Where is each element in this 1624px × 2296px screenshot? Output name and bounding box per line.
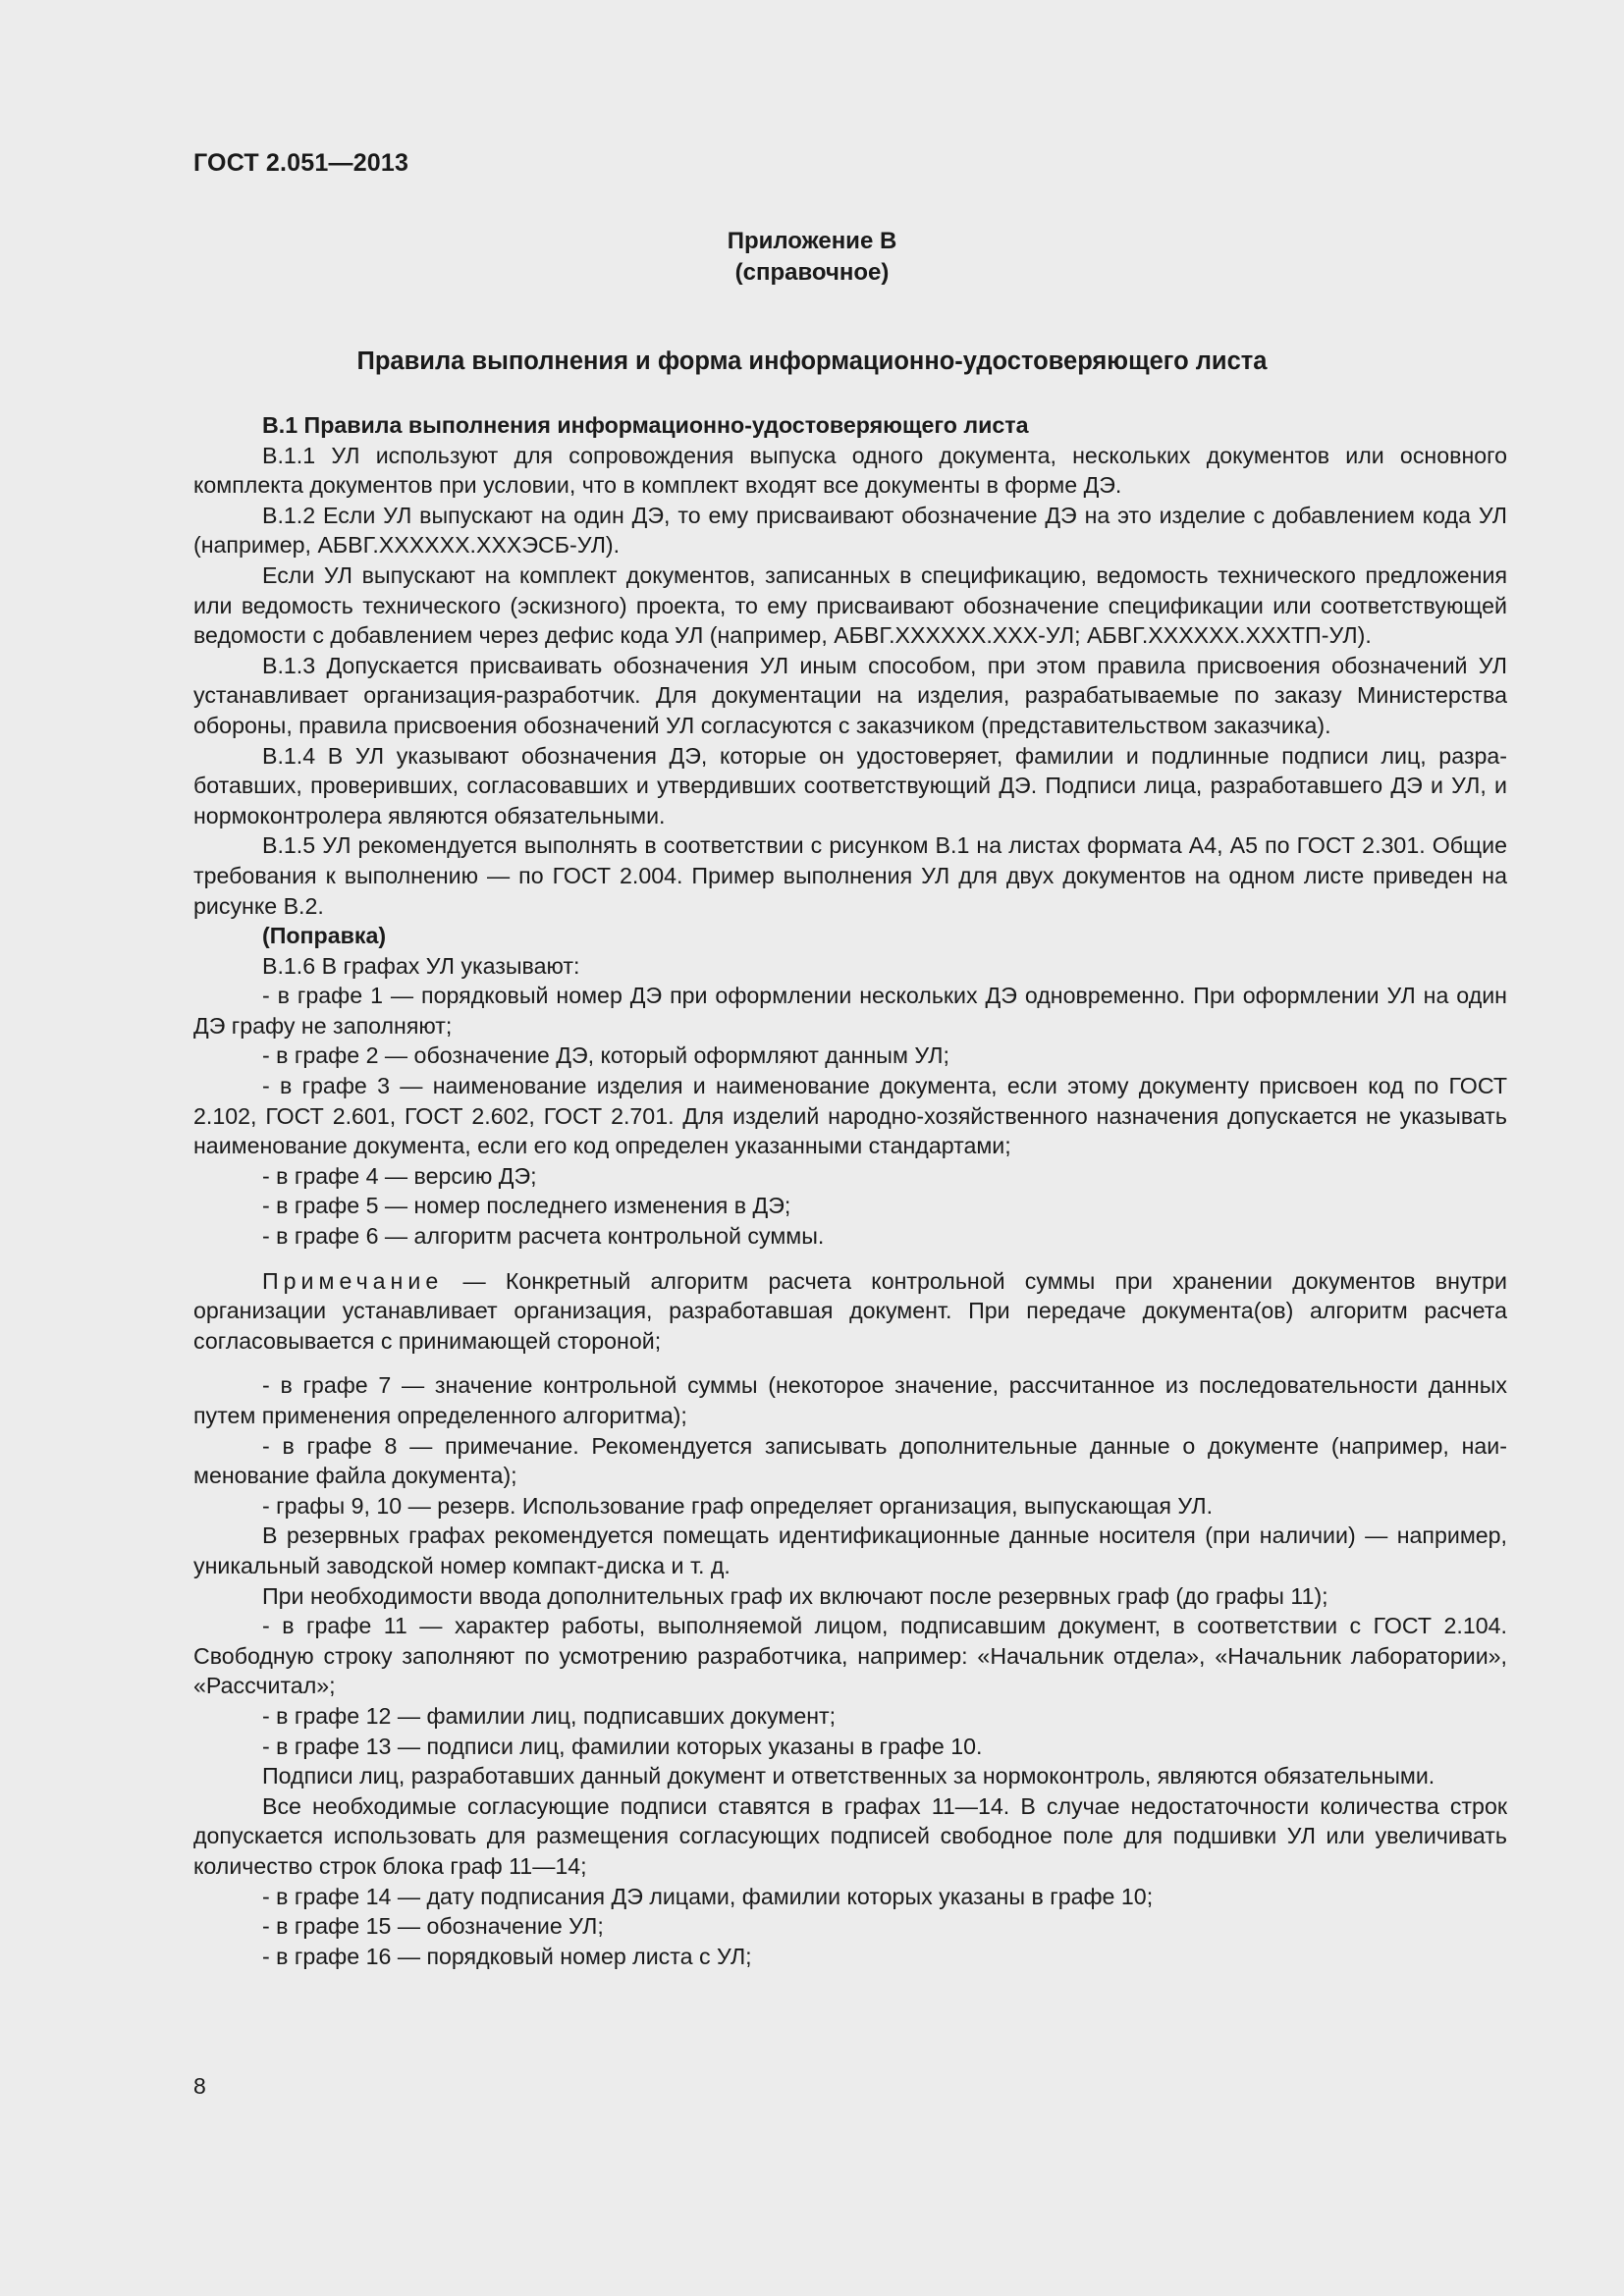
paragraph: В.1.6 В графах УЛ указывают: (262, 952, 580, 979)
document-body (193, 410, 1507, 1971)
list-item: - в графе 8 — примечание. Рекомендуется записывать дополнительные данные о документе (например, наименование файла документа); (193, 1432, 1507, 1489)
appendix-title: Правила выполнения и форма информационно-удостоверяющего листа (356, 347, 1268, 375)
list-item: - в графе 16 — порядковый номер листа с УЛ; (262, 1943, 752, 1969)
page-number: 8 (193, 2073, 206, 2099)
list-item: - в графе 1 — порядковый номер ДЭ при оформлении нескольких ДЭ одновременно. При оформлении УЛ на один ДЭ графу не заполняют; (193, 983, 1507, 1039)
list-item: - в графе 13 — подписи лиц, фамилии которых указаны в графе 10. (262, 1733, 983, 1759)
standard-header: ГОСТ 2.051—2013 (193, 149, 409, 177)
list-item: - в графе 11 — характер работы, выполняемой лицом, подписавшим документ, в соответствии с ГОСТ 2.104. Свободную строку заполняют по усмотрению разработчика, например: «Начальник отдела», «Начальник лаборатории», «Рассчитал»; (193, 1613, 1507, 1699)
list-item: - в графе 4 — версию ДЭ; (262, 1162, 537, 1189)
paragraph: В.1.1 УЛ используют для сопровождения выпуска одного документа, нескольких документов или основного комплекта документов при условии, что в комплект входят все документы в форме ДЭ. (193, 442, 1507, 499)
list-item: - в графе 7 — значение контрольной суммы (некоторое значение, рассчитанное из последовательности данных путем применения определенного алгоритма); (193, 1372, 1507, 1428)
list-item: - в графе 15 — обозначение УЛ; (262, 1913, 604, 1940)
list-item: - в графе 3 — наименование изделия и наименование документа, если этому документу присвоен код по ГОСТ 2.102, ГОСТ 2.601, ГОСТ 2.602, ГОСТ 2.701. Для изделий народно-хозяйственного назначения допускается не указывать наименование документа, если его код определен указанными стандартами; (193, 1073, 1507, 1159)
appendix-heading (0, 226, 1624, 289)
paragraph: Подписи лиц, разработавших данный документ и ответственных за нормоконтроль, являются обязательными. (262, 1763, 1435, 1789)
list-item: - в графе 12 — фамилии лиц, подписавших документ; (262, 1702, 837, 1729)
paragraph: Все необходимые согласующие подписи ставятся в графах 11—14. В случае недостаточности количества строк допускается использовать для размещения согласующих подписей свободное поле для подшивки УЛ или увеличивать количество строк блока граф 11—14; (193, 1792, 1507, 1879)
paragraph: В.1.4 В УЛ указывают обозначения ДЭ, которые он удостоверяет, фамилии и подлинные подписи лиц, разработавших, проверивших, согласовавших и утвердивших соответствующий ДЭ. Подписи лица, разработавшего ДЭ и УЛ, и нормоконтролера являются обязательными. (193, 742, 1507, 828)
list-item: - графы 9, 10 — резерв. Использование граф определяет организация, выпускающая УЛ. (262, 1492, 1214, 1519)
appendix-label: Приложение В (727, 228, 897, 254)
list-item: - в графе 5 — номер последнего изменения в ДЭ; (262, 1193, 791, 1219)
paragraph: При необходимости ввода дополнительных граф их включают после резервных граф (до графы 11); (262, 1582, 1328, 1609)
paragraph: В.1.2 Если УЛ выпускают на один ДЭ, то ему присваивают обозначение ДЭ на это изделие с добавлением кода УЛ (например, АБВГ.XXXXXX.XXXЭСБ-УЛ). (193, 502, 1507, 559)
amendment-mark: (Поправка) (262, 923, 387, 949)
note-label: Примечание (262, 1267, 444, 1294)
section-heading: В.1 Правила выполнения информационно-удостоверяющего листа (262, 412, 1029, 438)
note (193, 1266, 1507, 1357)
note-text: — Конкретный алгоритм расчета контрольной суммы при хранении документов внутри организации устанавливает организация, разработавшая документ. При передаче документа(ов) алгоритм расчета согласовывается с принимающей стороной; (193, 1267, 1507, 1354)
list-item: - в графе 2 — обозначение ДЭ, который оформляют данным УЛ; (262, 1042, 949, 1069)
paragraph: В.1.5 УЛ рекомендуется выполнять в соответствии с рисунком В.1 на листах формата А4, А5 по ГОСТ 2.301. Общие требования к выполнению — по ГОСТ 2.004. Пример выполнения УЛ для двух документов на одном листе приведен на рисунке В.2. (193, 832, 1507, 919)
paragraph: В.1.3 Допускается присваивать обозначения УЛ иным способом, при этом правила присвоения обозначений УЛ устанавливает организация-разработчик. Для документации на изделия, разрабатываемые по заказу Министерства обороны, правила присвоения обозначений УЛ согласуются с заказчиком (представительством заказчика). (193, 652, 1507, 738)
list-item: - в графе 6 — алгоритм расчета контрольной суммы. (262, 1223, 825, 1250)
list-item: - в графе 14 — дату подписания ДЭ лицами, фамилии которых указаны в графе 10; (262, 1883, 1154, 1909)
appendix-type: (справочное) (734, 259, 890, 286)
paragraph: Если УЛ выпускают на комплект документов, записанных в спецификацию, ведомость технического предложения или ведомость технического (эскизного) проекта, то ему присваивают обозначение спецификации или соответствующей ведомости с добавлением через дефис кода УЛ (например, АБВГ.XXXXXX.XXX-УЛ; АБВГ.XXXXXX.XXXТП-УЛ). (193, 561, 1507, 649)
paragraph: В резервных графах рекомендуется помещать идентификационные данные носителя (при наличии) — например, уникальный заводской номер компакт-диска и т. д. (193, 1522, 1507, 1578)
